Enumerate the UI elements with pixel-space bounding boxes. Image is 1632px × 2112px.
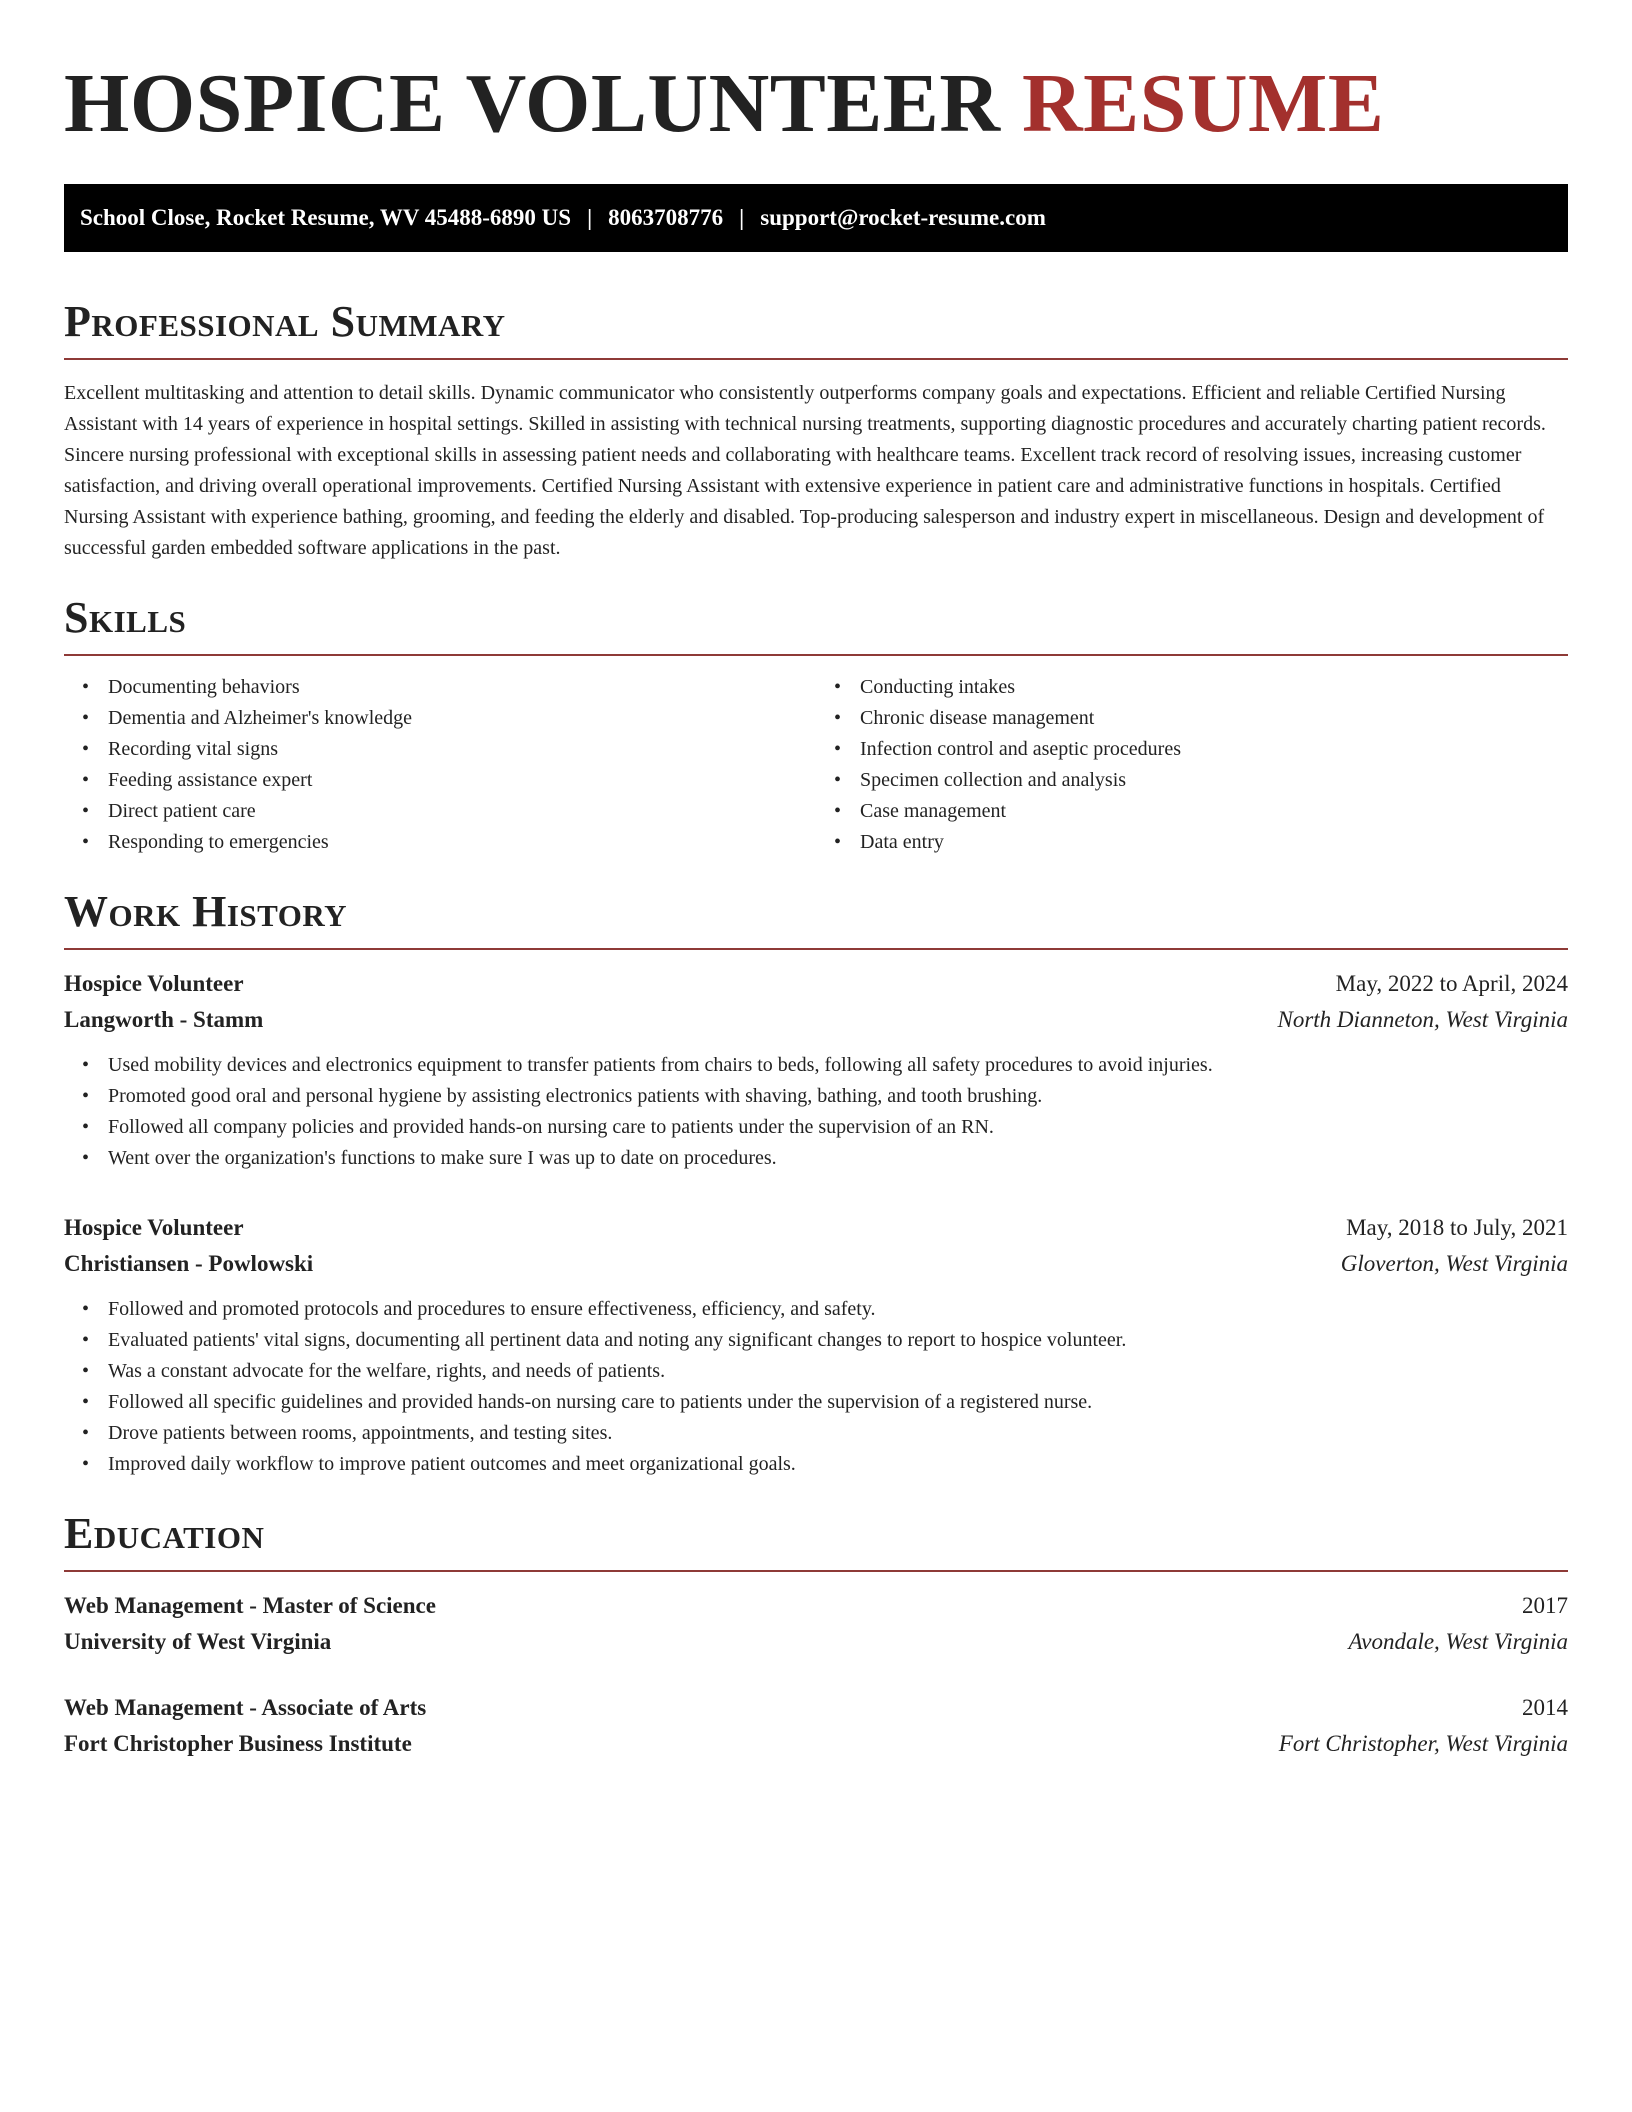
work-history-section — [64, 886, 1568, 1480]
job-bullet: • Followed all company policies and provided hands-on nursing care to patients under the supervision of an RN. — [108, 1112, 1568, 1143]
job-bullet: • Drove patients between rooms, appointments, and testing sites. — [108, 1418, 1568, 1449]
education-school-row — [64, 1726, 1568, 1762]
skills-list-right — [816, 672, 1568, 858]
section-divider — [64, 654, 1568, 656]
work-history-heading: Work History — [64, 887, 348, 936]
job-dates: May, 2018 to July, 2021 — [1346, 1215, 1568, 1240]
job-location: Gloverton, West Virginia — [1340, 1251, 1568, 1276]
education-school-row — [64, 1624, 1568, 1660]
skill-item: • Conducting intakes — [860, 672, 1568, 703]
contact-email: support@rocket-resume.com — [760, 205, 1046, 230]
education-entry — [64, 1588, 1568, 1660]
skills-columns — [64, 672, 1568, 858]
summary-text: Excellent multitasking and attention to detail skills. Dynamic communicator who consistently outperforms company goals and expectations. Efficient and reliable Certified Nursing Assistant with 14 years of experience in hospital settings. Skilled in assisting with technical nursing treatments, supporting diagnostic procedures and accurately charting patient records. Sincere nursing professional with exceptional skills in assessing patient needs and collaborating with healthcare teams. Excellent track record of resolving issues, increasing customer satisfaction, and driving overall operational improvements. Certified Nursing Assistant with extensive experience in patient care and administrative functions in hospitals. Certified Nursing Assistant with experience bathing, grooming, and feeding the elderly and disabled. Top-producing salesperson and industry expert in miscellaneous. Design and development of successful garden embedded software applications in the past. — [64, 382, 1546, 559]
education-location: Fort Christopher, West Virginia — [1278, 1731, 1568, 1756]
section-divider — [64, 1570, 1568, 1572]
job-location: North Dianneton, West Virginia — [1277, 1007, 1568, 1032]
education-location: Avondale, West Virginia — [1348, 1629, 1568, 1654]
skill-item: • Direct patient care — [108, 796, 816, 827]
section-divider — [64, 948, 1568, 950]
education-year: 2014 — [1522, 1695, 1568, 1720]
title-main: HOSPICE VOLUNTEER — [64, 57, 1022, 150]
skill-item: • Case management — [860, 796, 1568, 827]
job-bullets — [64, 1294, 1568, 1480]
skill-item: • Feeding assistance expert — [108, 765, 816, 796]
education-degree-row — [64, 1588, 1568, 1624]
skill-item: • Dementia and Alzheimer's knowledge — [108, 703, 816, 734]
job-bullet: • Was a constant advocate for the welfare, rights, and needs of patients. — [108, 1356, 1568, 1387]
skills-list-left — [64, 672, 816, 858]
job-bullet: • Followed all specific guidelines and provided hands-on nursing care to patients under the supervision of a registered nurse. — [108, 1387, 1568, 1418]
education-degree-row — [64, 1690, 1568, 1726]
contact-phone: 8063708776 — [608, 205, 724, 230]
education-degree: Web Management - Master of Science — [64, 1593, 436, 1618]
skill-item: • Specimen collection and analysis — [860, 765, 1568, 796]
job-company: Langworth - Stamm — [64, 1007, 264, 1032]
education-entry — [64, 1690, 1568, 1762]
education-school: Fort Christopher Business Institute — [64, 1731, 412, 1756]
job-bullets — [64, 1050, 1568, 1174]
education-school: University of West Virginia — [64, 1629, 332, 1654]
summary-section — [64, 296, 1568, 564]
summary-heading: Professional Summary — [64, 297, 506, 346]
job-company-row — [64, 1002, 1568, 1038]
job-bullet: • Followed and promoted protocols and procedures to ensure effectiveness, efficiency, and safety. — [108, 1294, 1568, 1325]
education-year: 2017 — [1522, 1593, 1568, 1618]
job-dates: May, 2022 to April, 2024 — [1335, 971, 1568, 996]
job-company-row — [64, 1246, 1568, 1282]
contact-separator: | — [587, 205, 593, 230]
job-title: Hospice Volunteer — [64, 971, 244, 996]
job-bullet: • Used mobility devices and electronics equipment to transfer patients from chairs to beds, following all safety procedures to avoid injuries. — [108, 1050, 1568, 1081]
skills-section — [64, 592, 1568, 858]
job-bullet: • Improved daily workflow to improve patient outcomes and meet organizational goals. — [108, 1449, 1568, 1480]
job-entry — [64, 966, 1568, 1174]
job-bullet: • Evaluated patients' vital signs, documenting all pertinent data and noting any significant changes to report to hospice volunteer. — [108, 1325, 1568, 1356]
job-title: Hospice Volunteer — [64, 1215, 244, 1240]
skill-item: • Recording vital signs — [108, 734, 816, 765]
education-heading: Education — [64, 1509, 265, 1558]
skill-item: • Infection control and aseptic procedures — [860, 734, 1568, 765]
resume-title — [64, 56, 1568, 152]
skills-heading: Skills — [64, 593, 187, 642]
job-header-row — [64, 966, 1568, 1002]
education-section — [64, 1508, 1568, 1762]
education-degree: Web Management - Associate of Arts — [64, 1695, 427, 1720]
job-bullet: • Went over the organization's functions to make sure I was up to date on procedures. — [108, 1143, 1568, 1174]
contact-separator: | — [739, 205, 745, 230]
section-divider — [64, 358, 1568, 360]
skill-item: • Responding to emergencies — [108, 827, 816, 858]
contact-address: School Close, Rocket Resume, WV 45488-6890 US — [80, 205, 572, 230]
skill-item: • Data entry — [860, 827, 1568, 858]
job-entry — [64, 1210, 1568, 1480]
skill-item: • Chronic disease management — [860, 703, 1568, 734]
job-header-row — [64, 1210, 1568, 1246]
job-company: Christiansen - Powlowski — [64, 1251, 314, 1276]
title-accent: RESUME — [1021, 57, 1385, 150]
contact-bar — [64, 184, 1568, 252]
skill-item: • Documenting behaviors — [108, 672, 816, 703]
job-bullet: • Promoted good oral and personal hygiene by assisting electronics patients with shaving, bathing, and tooth brushing. — [108, 1081, 1568, 1112]
